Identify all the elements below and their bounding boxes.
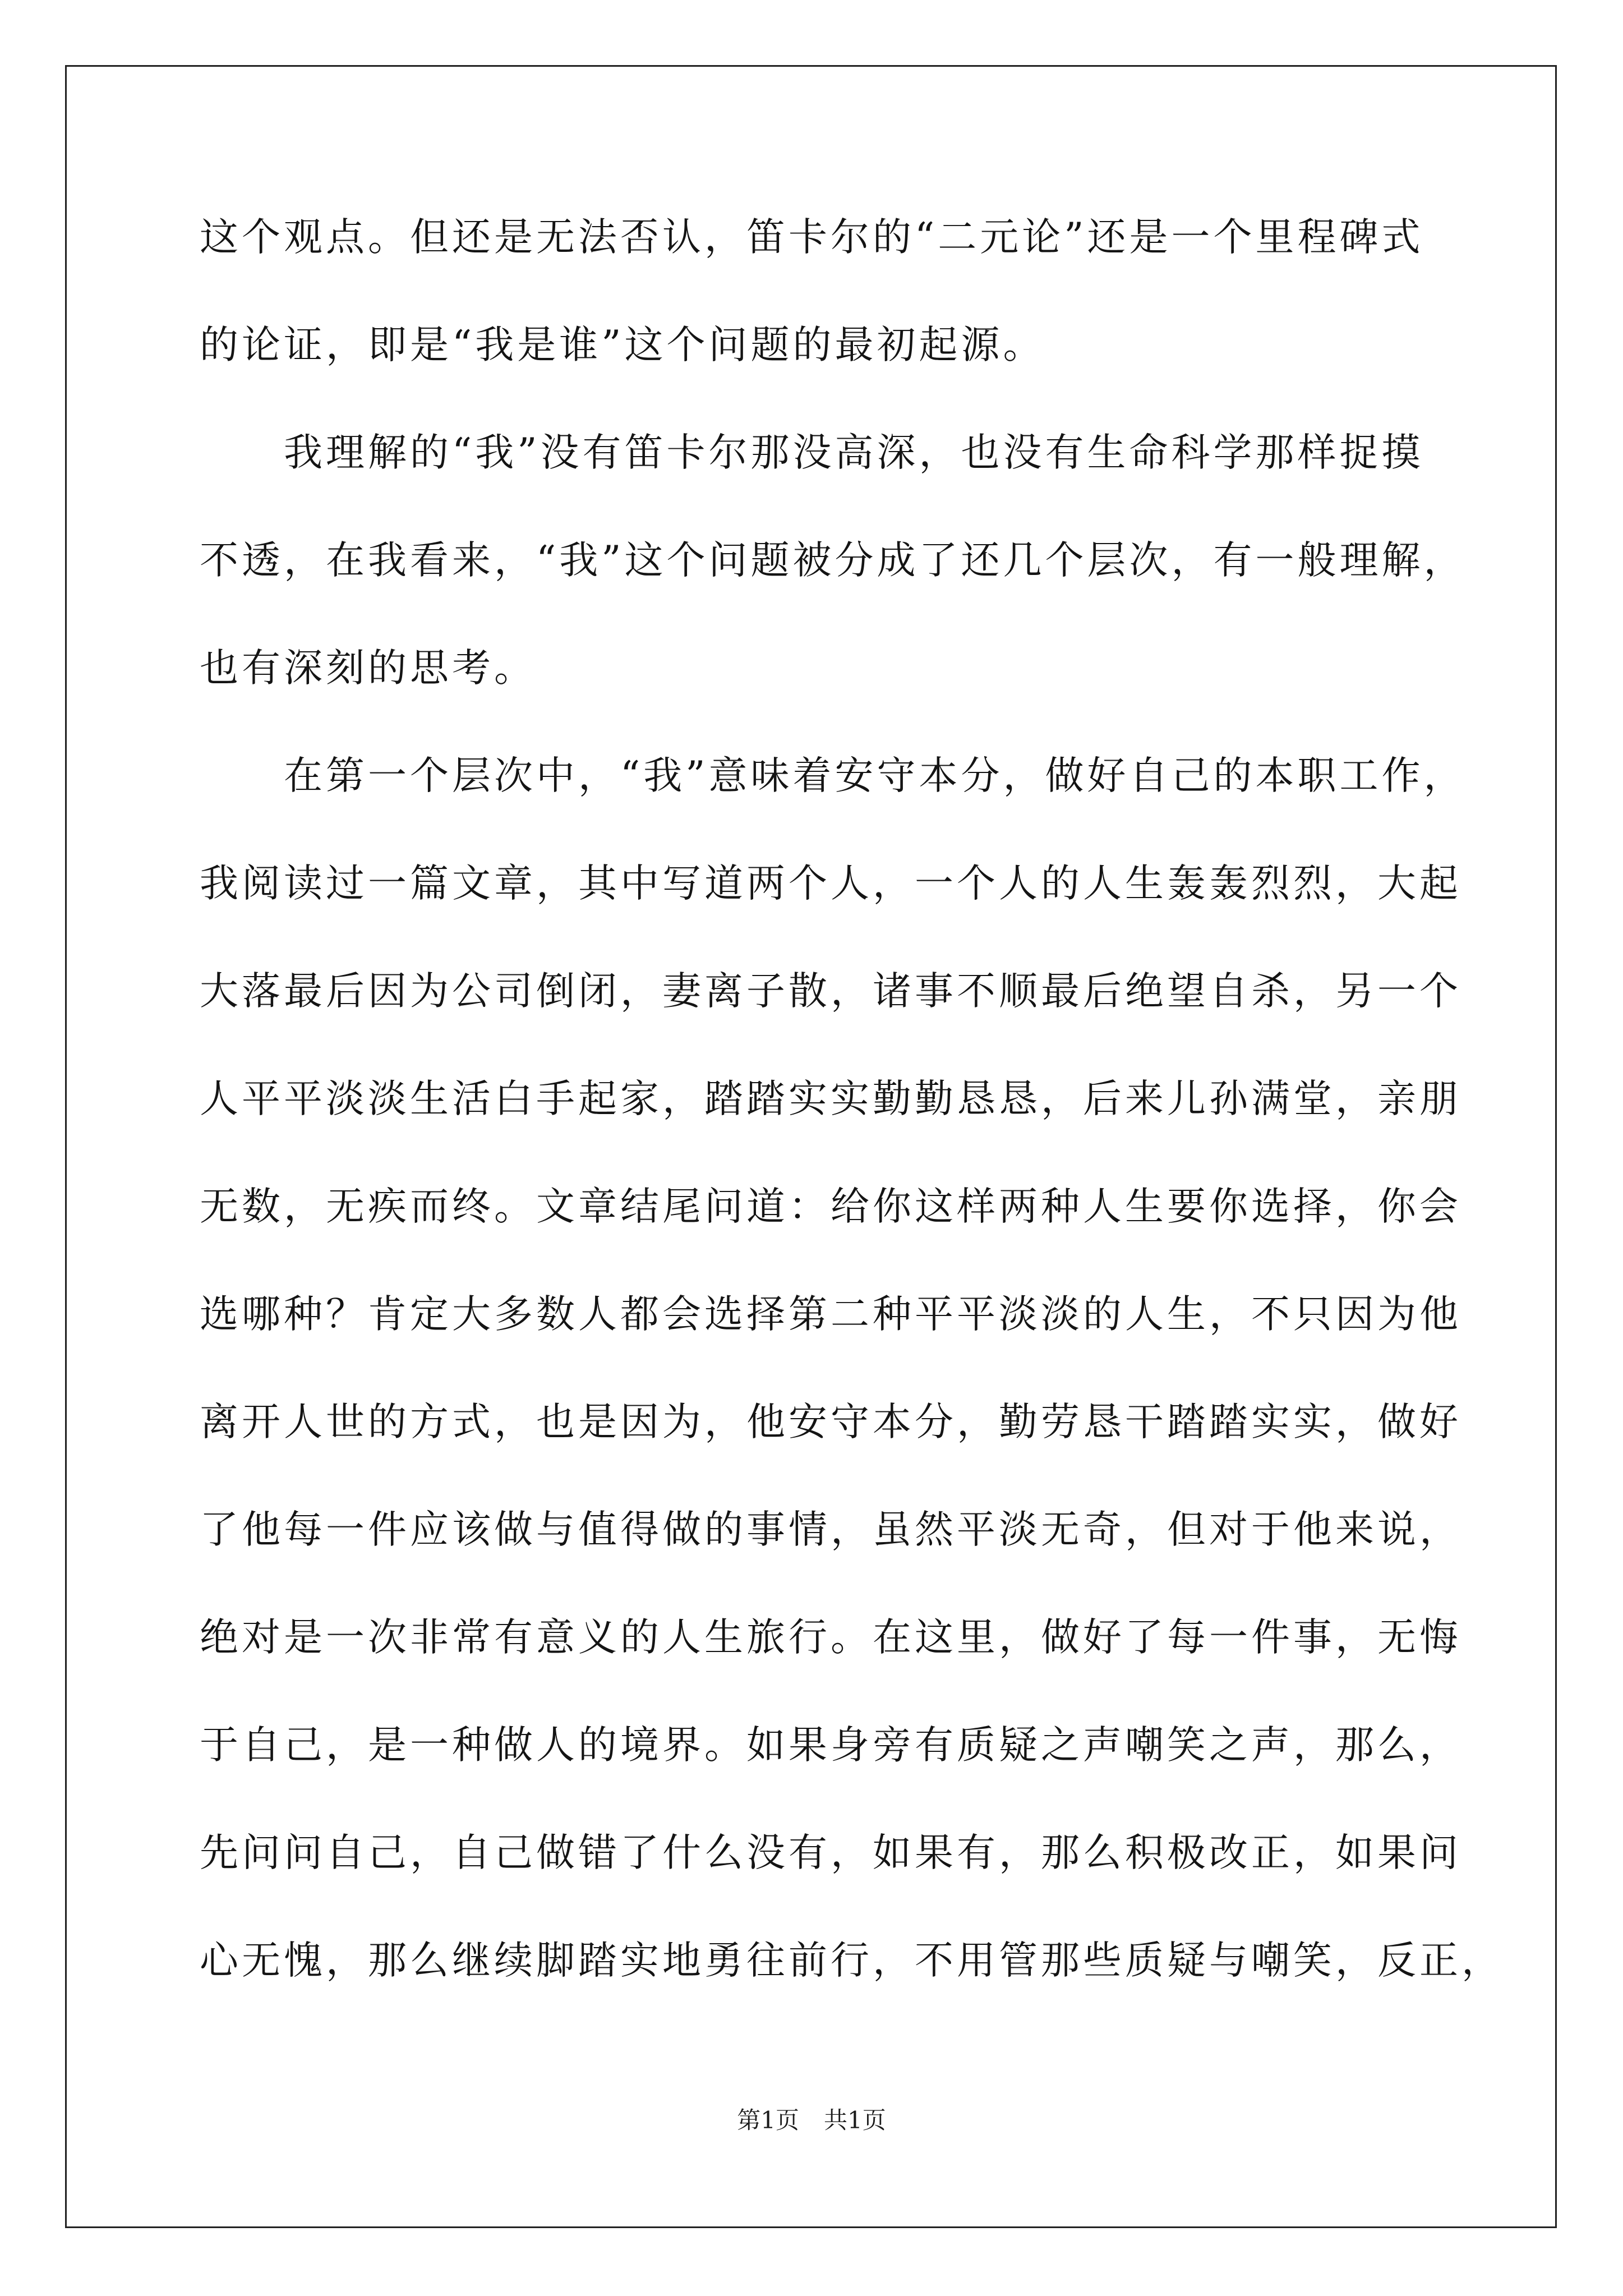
text-line: 无数，无疾而终。文章结尾问道：给你这样两种人生要你选择，你会 [200, 1184, 1461, 1229]
text-line: 在第一个层次中，“我”意味着安守本分，做好自己的本职工作， [284, 753, 1466, 798]
text-line: 这个观点。但还是无法否认，笛卡尔的“二元论”还是一个里程碑式 [200, 215, 1424, 260]
page-number: 第1页 [737, 2106, 799, 2134]
text-line: 于自己，是一种做人的境界。如果身旁有质疑之声嘲笑之声，那么， [200, 1723, 1461, 1768]
text-line: 离开人世的方式，也是因为，他安守本分，勤劳恳干踏踏实实，做好 [200, 1400, 1461, 1444]
text-line: 先问问自己，自己做错了什么没有，如果有，那么积极改正，如果问 [200, 1830, 1461, 1875]
text-line: 绝对是一次非常有意义的人生旅行。在这里，做好了每一件事，无悔 [200, 1615, 1461, 1660]
text-line: 心无愧，那么继续脚踏实地勇往前行，不用管那些质疑与嘲笑，反正， [200, 1938, 1504, 1983]
page-footer [0, 2105, 1623, 2136]
text-line: 我理解的“我”没有笛卡尔那没高深，也没有生命科学那样捉摸 [284, 430, 1424, 475]
text-line: 大落最后因为公司倒闭，妻离子散，诸事不顺最后绝望自杀，另一个 [200, 969, 1461, 1014]
text-line: 我阅读过一篇文章，其中写道两个人，一个人的人生轰轰烈烈，大起 [200, 861, 1461, 906]
text-line: 不透，在我看来，“我”这个问题被分成了还几个层次，有一般理解， [200, 538, 1466, 583]
text-line: 的论证，即是“我是谁”这个问题的最初起源。 [200, 323, 1045, 367]
document-body [200, 210, 1504, 2041]
text-line: 选哪种？肯定大多数人都会选择第二种平平淡淡的人生，不只因为他 [200, 1292, 1461, 1337]
text-line: 人平平淡淡生活白手起家，踏踏实实勤勤恳恳，后来儿孙满堂，亲朋 [200, 1076, 1461, 1121]
text-line: 也有深刻的思考。 [200, 646, 536, 691]
text-line: 了他每一件应该做与值得做的事情，虽然平淡无奇，但对于他来说， [200, 1507, 1461, 1552]
total-pages: 共1页 [824, 2106, 886, 2134]
